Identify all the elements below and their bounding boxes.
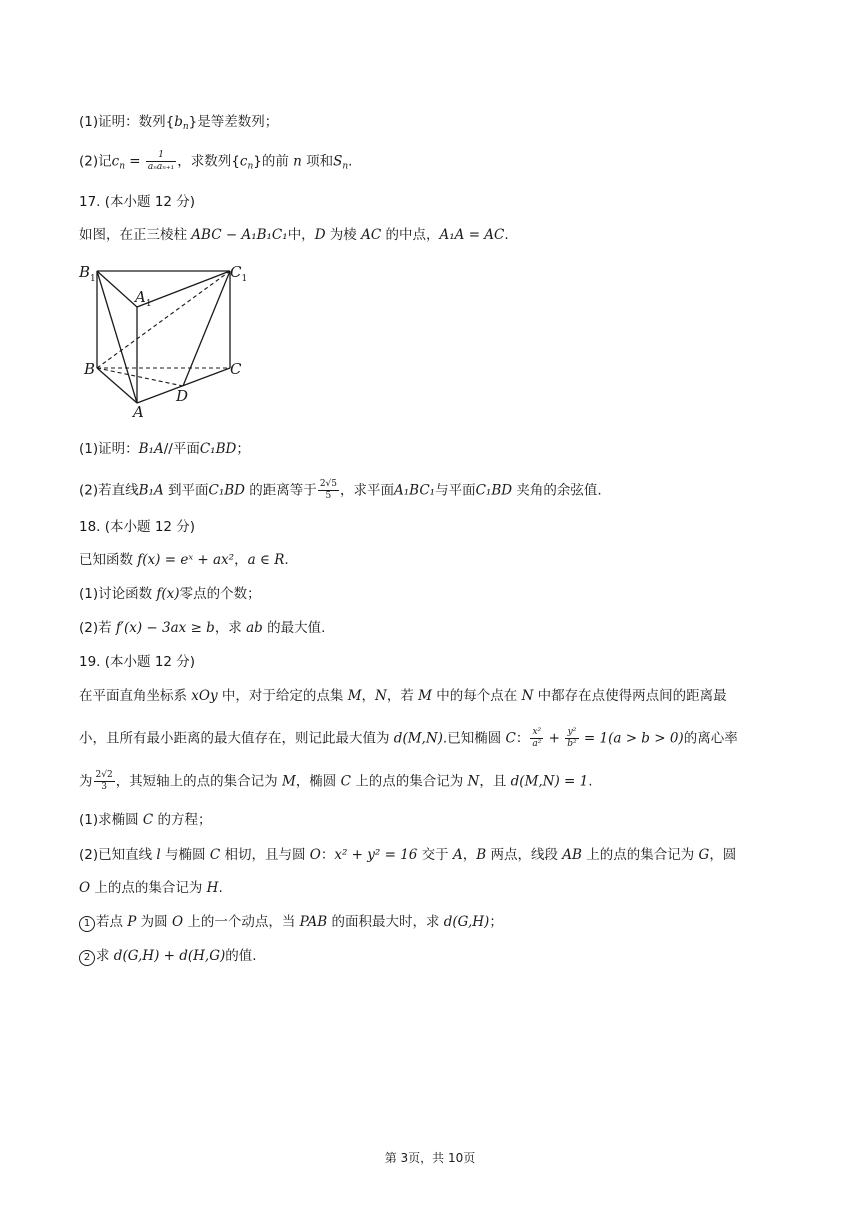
- text: ，: [234, 552, 248, 568]
- math: ab: [246, 620, 263, 636]
- math: C: [340, 773, 351, 790]
- text: ：: [515, 730, 530, 747]
- numerator: 2√5: [319, 479, 337, 489]
- label-A1: $A_1$: [135, 288, 152, 309]
- text: 的面积最大时，求: [327, 914, 444, 930]
- math: N: [467, 773, 480, 790]
- text: .: [284, 552, 289, 568]
- text: ；: [489, 914, 503, 930]
- text: .已知椭圆: [442, 730, 506, 747]
- text: 的值.: [225, 948, 257, 964]
- q16-part1: [79, 112, 278, 137]
- math: O: [171, 914, 184, 930]
- text: 的最大值.: [262, 620, 326, 636]
- text: .: [504, 227, 509, 243]
- q18-part2: [79, 618, 325, 638]
- numerator: y²: [565, 727, 578, 739]
- q19-line2: [79, 727, 738, 750]
- label-B: B: [84, 360, 96, 378]
- math: N: [375, 688, 387, 704]
- math: d(M,N): [393, 730, 443, 747]
- fraction: [530, 727, 543, 750]
- label-D: D: [176, 387, 189, 405]
- math-sub: n: [119, 161, 125, 172]
- text: 到平面: [163, 482, 209, 499]
- q19-subpart2: [79, 946, 257, 966]
- math: B₁A: [138, 441, 164, 457]
- text: 的距离等于: [245, 482, 317, 499]
- text: .: [348, 153, 353, 170]
- math: =: [124, 153, 145, 170]
- fraction: [146, 150, 176, 173]
- denominator: 5: [325, 491, 332, 501]
- text: }的前: [253, 153, 294, 170]
- text: ，: [462, 847, 477, 863]
- text: (2)若: [79, 620, 116, 636]
- text: ，且: [479, 773, 511, 790]
- math: b: [174, 114, 183, 130]
- math: G: [698, 847, 710, 863]
- text: 两点，线段: [486, 847, 563, 863]
- text: 为棱: [325, 227, 362, 243]
- math: n: [293, 153, 302, 170]
- math: M: [281, 773, 296, 790]
- q18-part1: [79, 584, 261, 604]
- text: 的中点，: [381, 227, 440, 243]
- math-sub: n: [182, 122, 189, 132]
- text: 求: [96, 948, 114, 964]
- text: ，求: [214, 620, 247, 636]
- q16-part2: [79, 150, 352, 177]
- math: PAB: [299, 914, 328, 930]
- math-sub: n: [342, 161, 349, 172]
- math: C: [505, 730, 516, 747]
- q19-part2-cont: [79, 878, 223, 898]
- q19-subpart1: [79, 912, 503, 932]
- text: 为圆: [136, 914, 172, 930]
- denominator: a²: [532, 739, 542, 749]
- text: 在平面直角坐标系: [79, 688, 192, 704]
- q19-part2: [79, 845, 736, 865]
- math: AB: [562, 847, 582, 863]
- numerator: 1: [146, 150, 176, 162]
- math: d(G,H) + d(H,G): [113, 948, 226, 964]
- text: ，椭圆: [295, 773, 341, 790]
- math: A: [452, 847, 463, 863]
- q19-header: 19. (本小题 12 分): [79, 654, 196, 670]
- text: 项和: [301, 153, 334, 170]
- text: (2)若直线: [79, 482, 139, 499]
- edge-BA: [97, 368, 137, 403]
- text: 中的每个点在: [431, 688, 522, 704]
- math: O: [79, 880, 91, 896]
- denominator: b²: [567, 739, 577, 749]
- text: 小，且所有最小距离的最大值存在，则记此最大值为: [79, 730, 394, 747]
- q18-header: 18. (本小题 12 分): [79, 519, 196, 535]
- text: .: [218, 880, 223, 896]
- math: f(x) = eˣ + ax²: [137, 552, 235, 568]
- hidden-edge-BD: [97, 368, 183, 386]
- text: 为: [79, 773, 93, 790]
- text: 上的点的集合记为: [581, 847, 699, 863]
- edge-B1A: [97, 271, 137, 403]
- text: 相切，且与圆: [220, 847, 310, 863]
- text: 与平面: [435, 482, 476, 499]
- text: ，若: [386, 688, 419, 704]
- q17-part1: [79, 439, 250, 459]
- math: M: [347, 688, 362, 704]
- math-sub: n: [247, 161, 254, 172]
- denominator: aₙaₙ₊₁: [147, 162, 175, 172]
- math: A₁A = AC: [439, 227, 505, 243]
- text: (1)证明：数列{: [79, 114, 175, 130]
- q19-line3: [79, 770, 593, 793]
- text: 中都存在点使得两点间的距离最: [533, 688, 727, 704]
- text: 中，: [287, 227, 315, 243]
- text: 夹角的余弦值.: [512, 482, 602, 499]
- math: C₁BD: [199, 441, 237, 457]
- text: //平面: [163, 441, 200, 457]
- math: ABC − A₁B₁C₁: [191, 227, 288, 243]
- text: }是等差数列；: [188, 114, 279, 130]
- math: N: [521, 688, 534, 704]
- q19-line1: [79, 686, 727, 706]
- text: (1)求椭圆: [79, 812, 143, 828]
- text: 中，对于给定的点集: [217, 688, 348, 704]
- math: C₁BD: [208, 482, 246, 499]
- text: ，求数列{: [177, 153, 240, 170]
- text: ，其短轴上的点的集合记为: [115, 773, 282, 790]
- text: 上的点的集合记为: [350, 773, 468, 790]
- math: d(M,N) = 1: [510, 773, 589, 790]
- text: ，: [361, 688, 376, 704]
- text: 上的一个动点，当: [183, 914, 300, 930]
- q17-part2: [79, 479, 602, 502]
- math: B₁A: [138, 482, 164, 499]
- math: a ∈ R: [247, 552, 285, 568]
- q17-stem: [79, 225, 509, 245]
- label-A: A: [133, 403, 144, 420]
- math: +: [544, 730, 565, 747]
- math: O: [309, 847, 321, 863]
- math: D: [314, 227, 326, 243]
- page-footer: 第 3页，共 10页: [384, 1151, 476, 1165]
- math: A₁BC₁: [394, 482, 436, 499]
- text: ；: [236, 441, 250, 457]
- q17-header: 17. (本小题 12 分): [79, 194, 196, 210]
- text: 的离心率: [683, 730, 738, 747]
- circled-number-1: 1: [79, 916, 95, 932]
- math: = 1(a > b > 0): [579, 730, 684, 747]
- text: 交于: [417, 847, 453, 863]
- text: 若点: [96, 914, 128, 930]
- text: 与椭圆: [160, 847, 210, 863]
- fraction: [565, 727, 578, 750]
- math: x² + y² = 16: [334, 847, 418, 863]
- text: (1)证明：: [79, 441, 139, 457]
- text: 已知函数: [79, 552, 138, 568]
- math: f(x): [156, 586, 180, 602]
- label-C: C: [230, 360, 242, 378]
- math: c: [239, 153, 248, 170]
- q18-stem: [79, 550, 289, 570]
- numerator: x²: [530, 727, 543, 739]
- text: .: [588, 773, 593, 790]
- text: (2)记: [79, 153, 112, 170]
- fraction: [94, 770, 115, 793]
- text: 如图，在正三棱柱: [79, 227, 192, 243]
- text: 的方程；: [153, 812, 212, 828]
- text: ，求平面: [340, 482, 394, 499]
- math: H: [206, 880, 219, 896]
- fraction: [318, 479, 339, 502]
- label-C1: $C_1$: [230, 263, 248, 284]
- math: C₁BD: [475, 482, 513, 499]
- denominator: 3: [101, 782, 107, 792]
- text: (1)讨论函数: [79, 586, 157, 602]
- math: c: [111, 153, 120, 170]
- text: 零点的个数；: [179, 586, 261, 602]
- circled-number-2: 2: [79, 950, 95, 966]
- prism-figure: [75, 255, 255, 420]
- math: B: [476, 847, 487, 863]
- math: d(G,H): [443, 914, 490, 930]
- label-B1: $B_1$: [79, 263, 96, 284]
- math: xOy: [191, 688, 218, 704]
- text: (2)已知直线: [79, 847, 157, 863]
- text: ：: [320, 847, 335, 863]
- math: S: [333, 153, 343, 170]
- text: 上的点的集合记为: [90, 880, 207, 896]
- math: AC: [361, 227, 382, 243]
- math: C: [209, 847, 221, 863]
- math: P: [127, 914, 137, 930]
- q19-part1: [79, 810, 212, 830]
- numerator: 2√2: [95, 770, 113, 780]
- text: ，圆: [709, 847, 737, 863]
- math: f′(x) − 3ax ≥ b: [115, 620, 215, 636]
- math: M: [418, 688, 432, 704]
- math: l: [156, 847, 161, 863]
- math: C: [142, 812, 154, 828]
